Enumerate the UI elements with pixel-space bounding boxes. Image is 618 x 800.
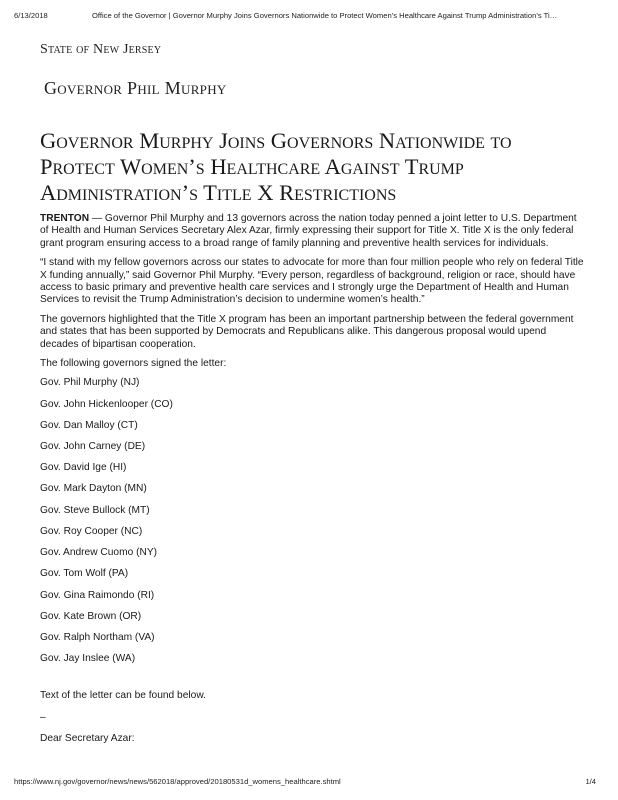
separator-dash: – — [40, 711, 46, 723]
print-page-number: 1/4 — [585, 777, 596, 786]
list-item: Gov. Roy Cooper (NC) — [40, 525, 143, 537]
governor-list — [40, 377, 585, 665]
list-item: Gov. Dan Malloy (CT) — [40, 419, 138, 431]
print-page-title: Office of the Governor | Governor Murphy Joins Governors Nationwide to Protect Women’s Healthcare Against Trump Administration’s Ti… — [92, 11, 558, 20]
article-body — [40, 213, 585, 754]
paragraph-signers-intro: The following governors signed the letter: — [40, 358, 227, 370]
paragraph-intro — [40, 213, 585, 250]
list-item: Gov. Andrew Cuomo (NY) — [40, 547, 158, 559]
print-date: 6/13/2018 — [14, 11, 48, 20]
list-item: Gov. Jay Inslee (WA) — [40, 653, 136, 665]
article-headline: Governor Murphy Joins Governors Nationwide to Protect Women’s Healthcare Against Trump Administration’s Title X Restrictions — [40, 128, 512, 205]
letter-salutation: Dear Secretary Azar: — [40, 732, 135, 744]
list-item: Gov. David Ige (HI) — [40, 462, 127, 474]
governor-phil-murphy-link[interactable]: Governor Phil Murphy — [44, 78, 227, 98]
spacer — [40, 674, 585, 690]
list-item: Gov. Gina Raimondo (RI) — [40, 589, 155, 601]
paragraph-intro-text: — Governor Phil Murphy and 13 governors across the nation today penned a joint letter to U.S. Department of Health and Human Services Secretary Alex Azar, firmly expressing their support for Title X. Title X is the only federal grant program ensuring access to a broad range of family planning and preventive health services for individuals. — [40, 213, 577, 249]
list-item: Gov. Tom Wolf (PA) — [40, 568, 129, 580]
list-item: Gov. Mark Dayton (MN) — [40, 483, 147, 495]
paragraph-bipartisan: The governors highlighted that the Title X program has been an important partnership between the federal government and states that has been supported by Democrats and Republicans alike. This dangerous proposal would upend decades of bipartisan cooperation. — [40, 313, 574, 350]
list-item: Gov. Kate Brown (OR) — [40, 610, 142, 622]
print-url: https://www.nj.gov/governor/news/news/562018/approved/20180531d_womens_healthcare.shtml — [14, 777, 341, 786]
print-footer — [14, 777, 604, 786]
list-item: Gov. John Carney (DE) — [40, 441, 146, 453]
list-item: Gov. Ralph Northam (VA) — [40, 631, 155, 643]
list-item: Gov. Steve Bullock (MT) — [40, 504, 150, 516]
state-of-new-jersey-link[interactable]: State of New Jersey — [40, 42, 162, 57]
paragraph-quote: “I stand with my fellow governors across our states to advocate for more than four million people who rely on federal Title X funding annually,” said Governor Phil Murphy. “Every person, regardless of background, religion or race, should have access to basic primary and preventive health care services and I strongly urge the Department of Health and Human Services to revisit the Trump Administration’s decision to undermine women’s health.” — [40, 257, 584, 306]
letter-note: Text of the letter can be found below. — [40, 690, 206, 702]
dateline: TRENTON — [40, 213, 90, 224]
list-item: Gov. John Hickenlooper (CO) — [40, 398, 173, 410]
list-item: Gov. Phil Murphy (NJ) — [40, 377, 140, 389]
print-header — [14, 11, 604, 20]
